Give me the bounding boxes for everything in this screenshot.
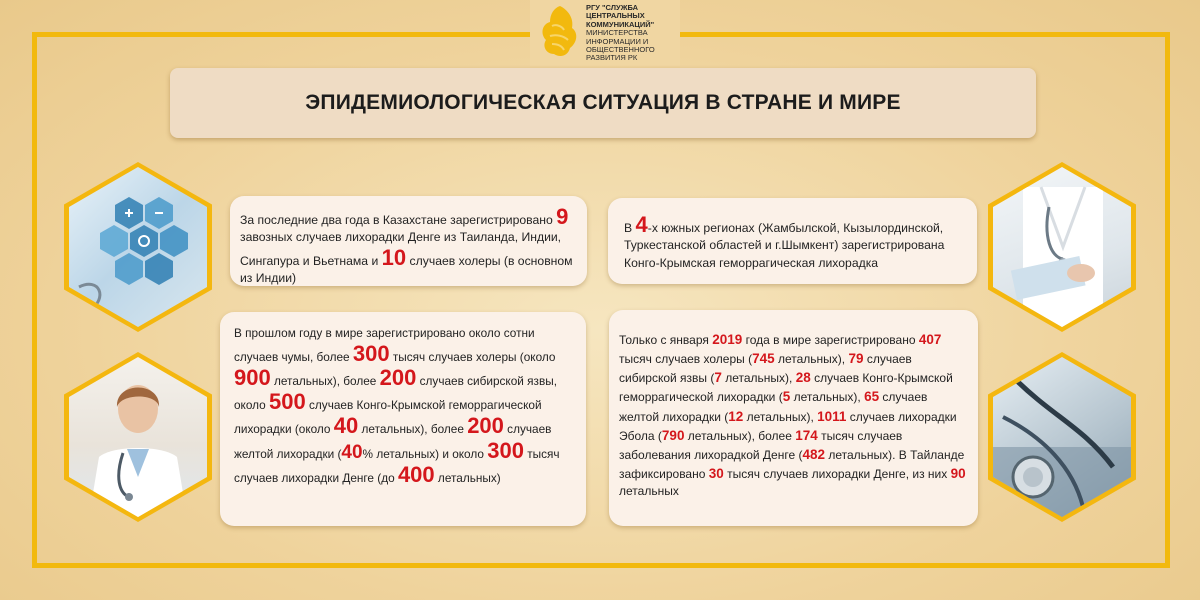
card-text (234, 324, 576, 488)
number-highlight: 40 (341, 441, 363, 463)
doctor-writing-image (993, 167, 1131, 327)
logo-line: РГУ "СЛУЖБА (586, 3, 639, 12)
logo-line: КОММУНИКАЦИЙ" (586, 19, 655, 29)
text: летальных), более (358, 422, 468, 437)
text: тысяч случаев заболевания лихорадкой Денге ( (619, 428, 903, 462)
text: летальных), (743, 409, 818, 424)
number-highlight: 12 (728, 408, 744, 424)
text: случаев сибирской язвы, около (234, 374, 557, 413)
text: случаев сибирской язвы ( (619, 352, 912, 386)
number-highlight: 5 (782, 389, 791, 405)
card-kazakhstan-imported (230, 196, 587, 286)
number-highlight: 10 (381, 244, 407, 270)
text: тысяч случаев лихорадки Денге, из них (723, 467, 951, 482)
title-banner (170, 68, 1036, 138)
number-highlight: 400 (397, 461, 435, 487)
logo-line: ЦЕНТРАЛЬНЫХ (586, 11, 645, 21)
text: летальных (619, 484, 679, 499)
text: В (624, 221, 636, 235)
text: тысяч случаев холеры (около (389, 350, 556, 365)
number-highlight: 9 (556, 204, 569, 229)
logo-line: РАЗВИТИЯ РК (586, 53, 638, 63)
number-highlight: 174 (795, 427, 818, 443)
number-highlight: 65 (864, 389, 880, 405)
text: -х южных регионах (Жамбылской, Кызылординской, Туркестанской областей и г.Шымкент) зарегистрирована Конго-Крымская геморрагическая лихорадка (624, 221, 945, 270)
text: тысяч случаев лихорадки Денге (до (234, 446, 560, 485)
number-highlight: 4 (635, 212, 648, 237)
number-highlight: 2019 (712, 332, 743, 347)
number-highlight: 300 (487, 437, 524, 463)
number-highlight: 1011 (817, 408, 847, 424)
number-highlight: 40 (333, 413, 359, 439)
number-highlight: 482 (802, 446, 825, 462)
number-highlight: 79 (848, 351, 864, 367)
text: завозных случаев лихорадки Денге из Таиланда, Индии, Сингапура и Вьетнама и (240, 230, 562, 268)
text: летальных), более (684, 428, 796, 443)
number-highlight: 500 (269, 389, 306, 415)
text: случаев лихорадки Эбола ( (619, 409, 957, 443)
number-highlight: 30 (708, 466, 724, 482)
logo-line: ОБЩЕСТВЕННОГО (586, 45, 655, 55)
text: летальных), (790, 390, 865, 405)
text: летальных) (434, 470, 501, 485)
card-text (240, 206, 575, 287)
text: летальных), (721, 371, 796, 386)
card-world-last-year (220, 312, 586, 526)
card-text (619, 330, 970, 500)
text: случаев Конго-Крымской геморрагической лихорадки ( (619, 371, 953, 405)
text: летальных). В Тайланде зафиксировано (619, 447, 965, 482)
logo (530, 0, 680, 66)
number-highlight: 90 (950, 466, 966, 482)
text: случаев Конго-Крымской геморрагической лихорадки (около (234, 398, 542, 437)
text: тысяч случаев холеры ( (619, 352, 753, 367)
text: За последние два года в Казахстане зарегистрировано (240, 213, 557, 227)
text: года в мире зарегистрировано (742, 333, 919, 347)
number-highlight: 7 (714, 370, 722, 386)
stethoscope-image (993, 357, 1131, 517)
female-doctor-image (69, 357, 207, 517)
number-highlight: 745 (752, 351, 775, 367)
number-highlight: 790 (661, 427, 685, 443)
text: случаев желтой лихорадки ( (619, 390, 928, 424)
text: летальных), более (270, 374, 380, 389)
page-title: ЭПИДЕМИОЛОГИЧЕСКАЯ СИТУАЦИЯ В СТРАНЕ И МИРЕ (305, 91, 901, 114)
text: Только с января (619, 333, 713, 347)
number-highlight: 407 (918, 332, 942, 347)
snow-leopard-emblem-icon (538, 4, 582, 60)
text: В прошлом году в мире зарегистрировано около сотни случаев чумы, более (234, 326, 535, 365)
number-highlight: 200 (379, 365, 417, 391)
card-southern-regions (608, 198, 977, 284)
medical-icons-image (69, 167, 207, 327)
text: случаев желтой лихорадки ( (234, 422, 552, 461)
number-highlight: 28 (795, 370, 811, 386)
text: летальных), (774, 352, 849, 367)
card-world-2019 (609, 310, 978, 526)
text: % летальных) и около (362, 446, 488, 461)
text: случаев холеры (в основном из Индии) (240, 253, 573, 285)
logo-line: МИНИСТЕРСТВА (586, 28, 648, 38)
number-highlight: 200 (467, 413, 504, 439)
number-highlight: 900 (234, 365, 271, 391)
card-text (624, 214, 965, 272)
number-highlight: 300 (352, 341, 390, 367)
logo-line: ИНФОРМАЦИИ И (586, 36, 649, 46)
